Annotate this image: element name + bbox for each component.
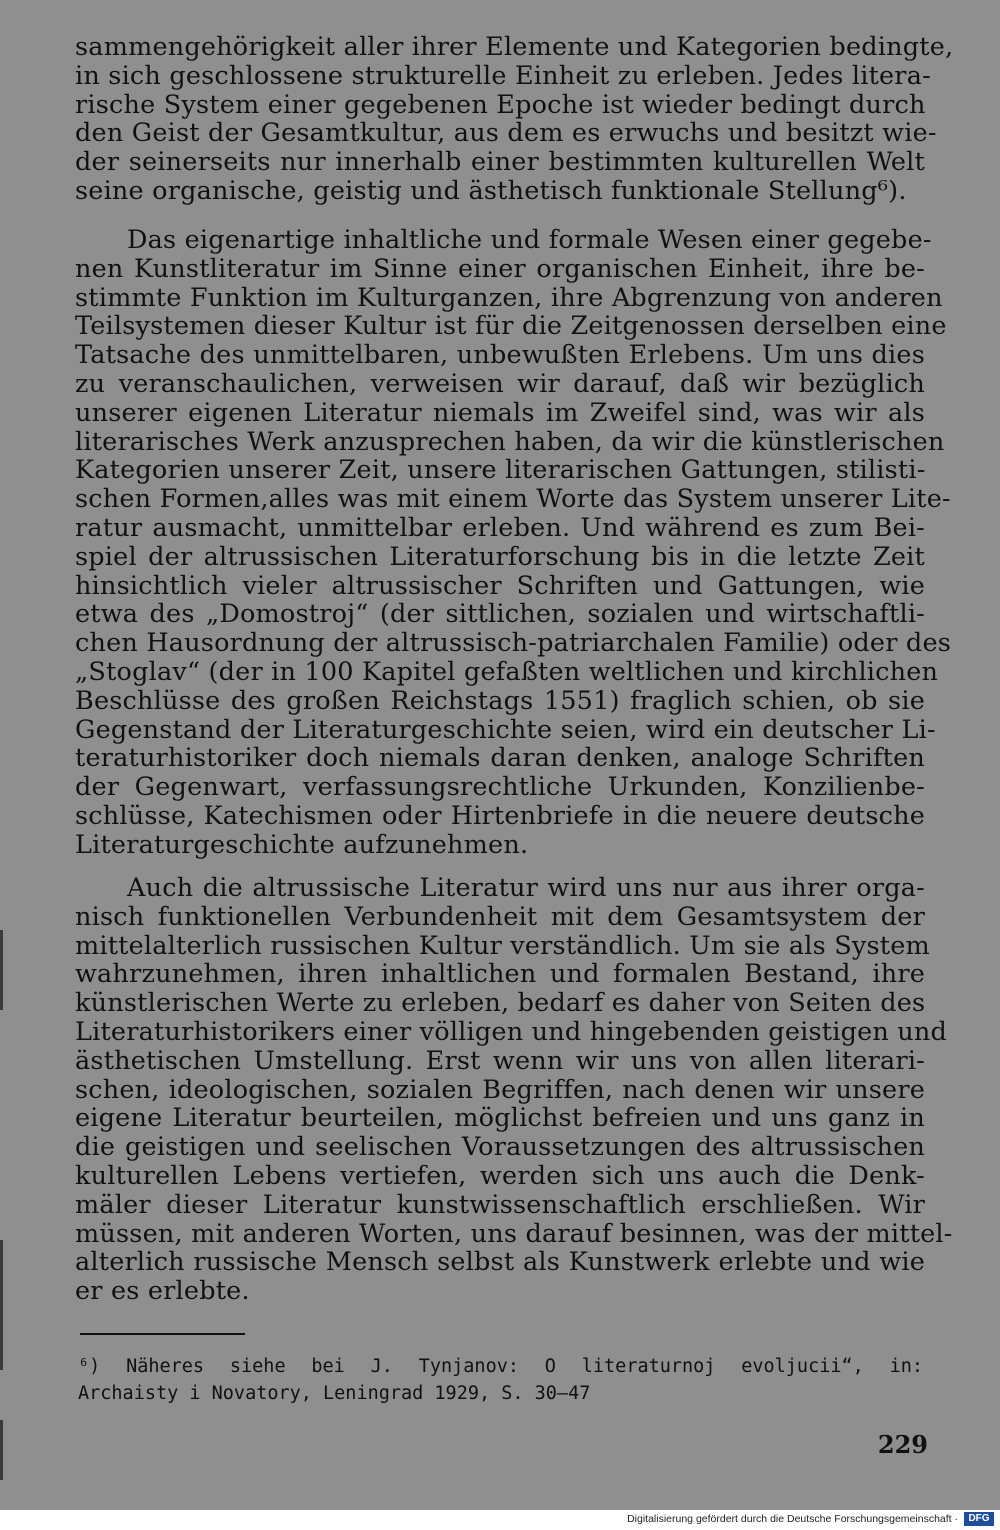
page-number: 229 <box>877 1430 928 1459</box>
text-line: die geistigen und seelischen Voraussetzungen des altrussischen <box>75 1132 925 1163</box>
text-line: nen Kunstliteratur im Sinne einer organischen Einheit, ihre be- <box>75 253 925 284</box>
text-line: in sich geschlossene strukturelle Einheit zu erleben. Jedes litera- <box>75 60 931 91</box>
text-line: schen, ideologischen, sozialen Begriffen, nach denen wir unsere <box>75 1074 925 1105</box>
text-line: ratur ausmacht, unmittelbar erleben. Und während es zum Bei- <box>75 512 925 543</box>
text-line: mäler dieser Literatur kunstwissenschaftlich erschließen. Wir <box>75 1189 925 1220</box>
footnote-line: Archaisty i Novatory, Leningrad 1929, S. 30—47 <box>78 1383 591 1404</box>
footnote-divider <box>80 1333 245 1335</box>
text-line: etwa des „Domostroj“ (der sittlichen, sozialen und wirtschaftli- <box>75 599 925 630</box>
text-line: rische System einer gegebenen Epoche ist wieder bedingt durch <box>75 89 926 120</box>
text-line: „Stoglav“ (der in 100 Kapitel gefaßten weltlichen und kirchlichen <box>75 656 939 687</box>
text-line: unserer eigenen Literatur niemals im Zweifel sind, was wir als <box>75 397 925 428</box>
text-line: chen Hausordnung der altrussisch-patriarchalen Familie) oder des <box>75 628 952 659</box>
text-line: Auch die altrussische Literatur wird uns nur aus ihrer orga- <box>127 873 925 903</box>
digitization-credit-text: Digitalisierung gefördert durch die Deutsche Forschungsgemeinschaft · <box>627 1513 958 1525</box>
text-line: kulturellen Lebens vertiefen, werden sich uns auch die Denk- <box>75 1160 925 1191</box>
text-line: stimmte Funktion im Kulturganzen, ihre Abgrenzung von anderen <box>75 282 943 313</box>
text-line: Beschlüsse des großen Reichstags 1551) fraglich schien, ob sie <box>75 685 925 716</box>
paragraph <box>75 873 953 1307</box>
text-line: sammengehörigkeit aller ihrer Elemente und Kategorien bedingte, <box>75 32 954 62</box>
text-line: Literaturhistorikers einer völligen und hingebenden geistigen und <box>75 1016 948 1047</box>
text-line: den Geist der Gesamtkultur, aus dem es erwuchs und besitzt wie- <box>75 118 937 149</box>
text-line: Das eigenartige inhaltliche und formale Wesen einer gegebe- <box>127 225 932 255</box>
text-line: der seinerseits nur innerhalb einer bestimmten kulturellen Welt <box>75 147 925 178</box>
text-line: er es erlebte. <box>75 1276 250 1307</box>
scan-edge-mark <box>0 1420 3 1480</box>
digitization-credit-bar <box>0 1510 1000 1530</box>
text-line: zu veranschaulichen, verweisen wir darauf, daß wir bezüglich <box>75 368 925 399</box>
text-line: ästhetischen Umstellung. Erst wenn wir uns von allen literari- <box>75 1045 925 1076</box>
paragraph <box>75 225 952 860</box>
dfg-logo: DFG <box>964 1512 994 1526</box>
scan-edge-mark <box>0 1240 3 1370</box>
paragraph <box>75 32 954 206</box>
text-line: Teilsystemen dieser Kultur ist für die Zeitgenossen derselben eine <box>75 311 947 342</box>
text-line: alterlich russische Mensch selbst als Kunstwerk erlebte und wie <box>75 1247 925 1278</box>
footnote-line: ⁶) Näheres siehe bei J. Tynjanov: O literaturnoj evoljucii“, in: <box>78 1356 923 1377</box>
text-line: Kategorien unserer Zeit, unsere literarischen Gattungen, stilisti- <box>75 455 926 486</box>
text-line: Literaturgeschichte aufzunehmen. <box>75 829 529 860</box>
text-line: der Gegenwart, verfassungsrechtliche Urkunden, Konzilienbe- <box>75 772 925 803</box>
scan-edge-mark <box>0 930 3 1010</box>
text-line: seine organische, geistig und ästhetisch funktionale Stellung⁶). <box>75 175 907 206</box>
text-line: nisch funktionellen Verbundenheit mit dem Gesamtsystem der <box>75 901 925 932</box>
text-line: schlüsse, Katechismen oder Hirtenbriefe in die neuere deutsche <box>75 800 925 831</box>
text-line: eigene Literatur beurteilen, möglichst befreien und uns ganz in <box>75 1103 925 1134</box>
text-line: teraturhistoriker doch niemals daran denken, analoge Schriften <box>75 743 925 774</box>
text-line: Gegenstand der Literaturgeschichte seien, wird ein deutscher Li- <box>75 714 936 745</box>
text-line: müssen, mit anderen Worten, uns darauf besinnen, was der mittel- <box>75 1218 953 1249</box>
text-line: Tatsache des unmittelbaren, unbewußten Erlebens. Um uns dies <box>75 340 925 371</box>
text-line: spiel der altrussischen Literaturforschung bis in die letzte Zeit <box>75 541 925 572</box>
text-line: wahrzunehmen, ihren inhaltlichen und formalen Bestand, ihre <box>75 959 925 990</box>
text-line: hinsichtlich vieler altrussischer Schriften und Gattungen, wie <box>75 570 925 601</box>
footnote <box>78 1353 923 1407</box>
text-line: schen Formen,alles was mit einem Worte das System unserer Lite- <box>75 484 951 515</box>
text-line: literarisches Werk anzusprechen haben, da wir die künstlerischen <box>75 426 945 457</box>
text-line: mittelalterlich russischen Kultur verständlich. Um sie als System <box>75 930 930 961</box>
text-line: künstlerischen Werte zu erleben, bedarf es daher von Seiten des <box>75 988 926 1019</box>
